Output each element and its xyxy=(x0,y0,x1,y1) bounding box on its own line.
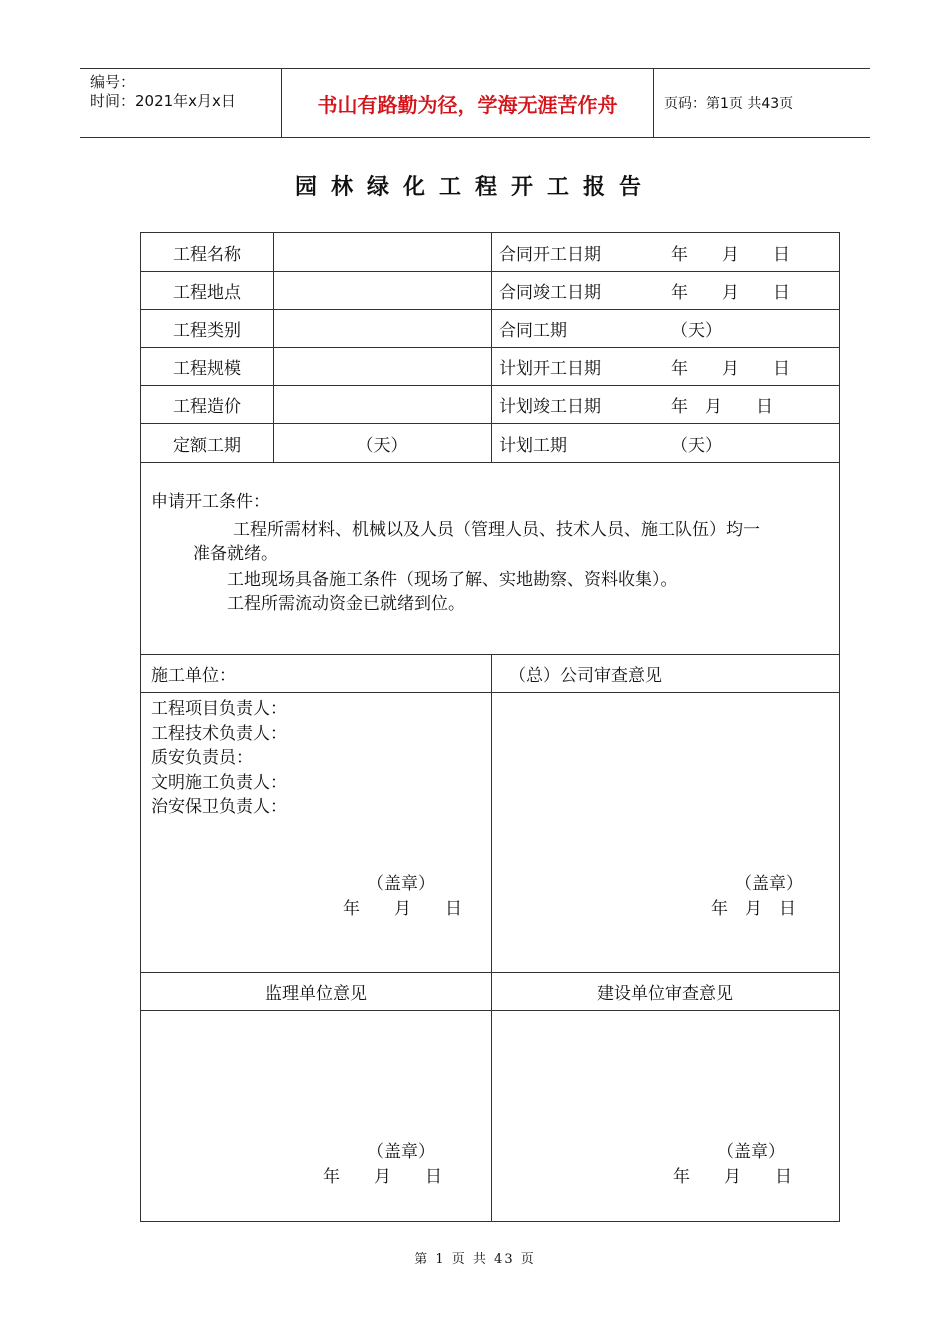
date-line: 年 月 日 xyxy=(711,899,796,919)
header-meta xyxy=(80,69,282,137)
row-right-value[interactable]: （天） xyxy=(671,435,722,456)
company-review-heading: （总）公司审查意见 xyxy=(509,666,662,686)
document-header xyxy=(80,68,870,138)
condition-line: 工地现场具备施工条件（现场了解、实地勘察、资料收集）。 xyxy=(227,570,678,590)
seal-label: （盖章） xyxy=(735,874,803,894)
info-row-6 xyxy=(141,424,839,463)
grid-divider xyxy=(273,233,274,463)
person-line: 质安负责员： xyxy=(151,748,253,768)
seal-label: （盖章） xyxy=(717,1142,785,1162)
report-form xyxy=(140,232,840,1222)
row-right-label: 合同开工日期 xyxy=(499,244,601,265)
row-value[interactable] xyxy=(273,272,491,309)
person-line: 治安保卫负责人： xyxy=(151,797,287,817)
person-line: 工程技术负责人： xyxy=(151,723,287,744)
row-right-value[interactable]: 年 月 日 xyxy=(671,244,790,265)
unit-body-row xyxy=(141,693,839,973)
condition-line: 工程所需材料、机械以及人员（管理人员、技术人员、施工队伍）均一 xyxy=(233,520,760,540)
row-right-label: 计划竣工日期 xyxy=(499,397,601,417)
row-value[interactable] xyxy=(273,348,491,385)
header-page-info: 页码：第1页 共43页 xyxy=(664,96,794,112)
person-line: 工程项目负责人： xyxy=(151,699,287,719)
row-label: 工程名称 xyxy=(173,244,241,265)
date-line: 年 月 日 xyxy=(673,1167,792,1187)
info-row-4 xyxy=(141,348,839,386)
info-row-5 xyxy=(141,386,839,424)
row-right-value[interactable]: 年 月 日 xyxy=(671,397,773,417)
info-row-1 xyxy=(141,233,839,272)
time-label: 时间：2021年x月x日 xyxy=(90,92,236,110)
row-right-value[interactable]: 年 月 日 xyxy=(671,283,790,303)
page-footer: 第 1 页 共 43 页 xyxy=(414,1252,536,1267)
conditions-heading: 申请开工条件： xyxy=(151,492,270,512)
row-right-label: 计划工期 xyxy=(499,435,567,456)
date-line: 年 月 日 xyxy=(343,899,462,919)
conditions-section xyxy=(141,463,839,655)
row-value[interactable] xyxy=(273,386,491,423)
responsible-persons xyxy=(151,697,287,820)
row-label: 工程造价 xyxy=(173,397,241,417)
row-label: 工程规模 xyxy=(173,359,241,379)
opinion-body-row xyxy=(141,1011,839,1221)
person-line: 文明施工负责人： xyxy=(151,772,287,793)
row-right-value[interactable]: 年 月 日 xyxy=(671,359,790,379)
page-title: 园林绿化工程开工报告 xyxy=(294,174,655,200)
row-value[interactable]: （天） xyxy=(356,435,408,456)
seal-label: （盖章） xyxy=(367,874,435,894)
row-right-label: 计划开工日期 xyxy=(499,359,601,379)
header-motto: 书山有路勤为径，学海无涯苦作舟 xyxy=(282,69,654,137)
seal-label: （盖章） xyxy=(367,1142,435,1162)
supervision-heading: 监理单位意见 xyxy=(265,984,367,1004)
unit-heading-row xyxy=(141,655,839,693)
grid-divider xyxy=(491,233,492,463)
row-value[interactable] xyxy=(273,233,491,271)
row-right-label: 合同工期 xyxy=(499,321,567,341)
row-label: 工程类别 xyxy=(173,321,241,341)
owner-review-heading: 建设单位审查意见 xyxy=(597,984,733,1004)
row-label: 工程地点 xyxy=(173,283,241,303)
condition-line: 准备就绪。 xyxy=(193,544,278,564)
number-label: 编号： xyxy=(90,73,136,91)
info-row-2 xyxy=(141,272,839,310)
row-label: 定额工期 xyxy=(173,435,241,456)
row-right-value[interactable]: （天） xyxy=(671,321,722,341)
grid-divider xyxy=(491,655,492,1221)
condition-line: 工程所需流动资金已就绪到位。 xyxy=(227,594,465,614)
opinion-heading-row xyxy=(141,973,839,1011)
construction-unit-heading: 施工单位： xyxy=(151,666,236,686)
row-value[interactable] xyxy=(273,310,491,347)
info-row-3 xyxy=(141,310,839,348)
row-right-label: 合同竣工日期 xyxy=(499,283,601,303)
date-line: 年 月 日 xyxy=(323,1167,442,1187)
